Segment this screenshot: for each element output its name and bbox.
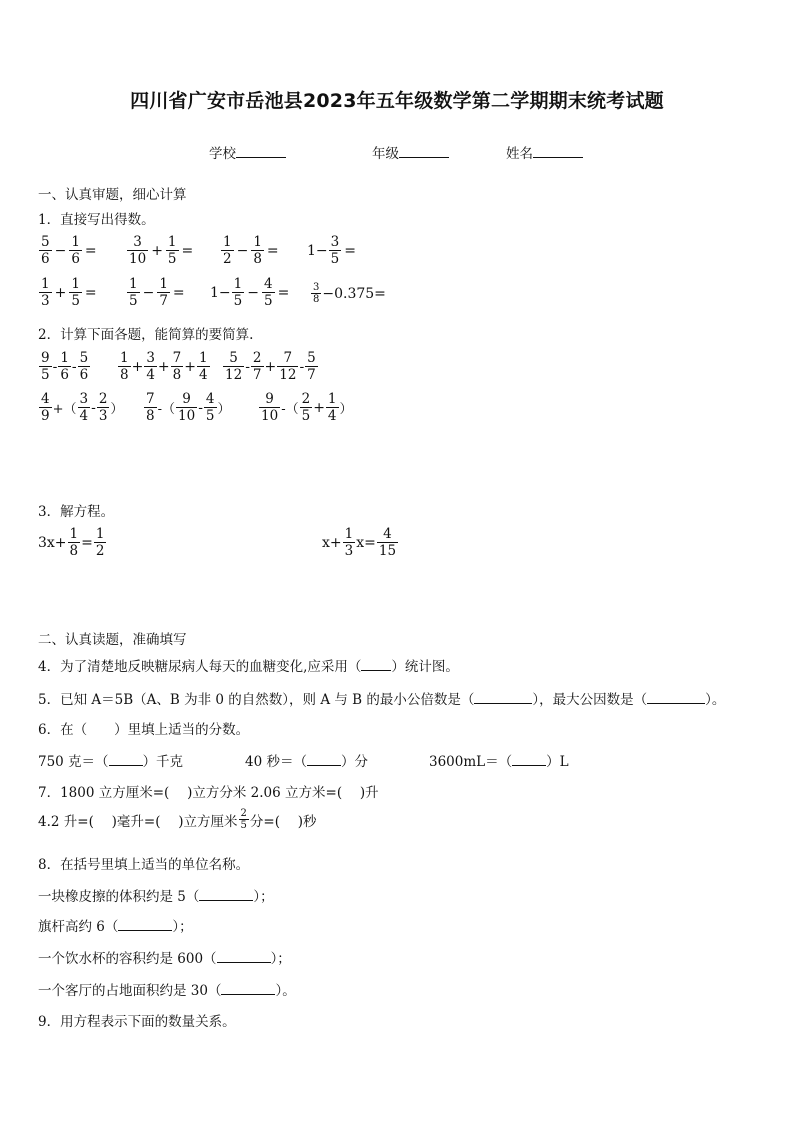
- math-token: x+: [322, 534, 342, 551]
- math-token: +: [151, 242, 163, 259]
- math-token: 40 秒＝（: [245, 754, 307, 770]
- math-token: 5．已知 A＝5B（A、B 为非 0 的自然数），则 A 与 B 的最小公倍数是（: [38, 692, 475, 708]
- math-token: 9: [182, 391, 191, 407]
- school-label: 学校: [209, 146, 236, 162]
- school-blank[interactable]: [236, 144, 286, 158]
- math-token: =: [172, 284, 185, 301]
- math-token: 9: [41, 350, 50, 366]
- math-token: 旗杆高约 6（: [38, 919, 119, 935]
- fraction: [239, 808, 249, 831]
- q5-blank-1[interactable]: [474, 690, 532, 704]
- q6-item-2: [245, 750, 368, 770]
- math-token: 8: [69, 543, 79, 559]
- fraction: [343, 526, 356, 559]
- fraction: [94, 526, 107, 559]
- fraction: [300, 391, 313, 424]
- math-token: 2: [223, 251, 232, 267]
- math-token: 4: [79, 408, 89, 424]
- math-token: =: [84, 242, 97, 259]
- math-token: -: [299, 358, 305, 375]
- fraction: [251, 234, 264, 267]
- math-token: −: [142, 284, 155, 301]
- math-token: 4: [198, 367, 208, 383]
- math-token: 4: [383, 526, 392, 542]
- math-token: 4: [41, 391, 50, 407]
- q6-item-1: [38, 750, 183, 770]
- math-token: 4．为了清楚地反映糖尿病人每天的血糖变化,应采用（: [38, 659, 362, 675]
- math-token: 一个饮水杯的容积约是 600（: [38, 951, 217, 967]
- q1-expr-7: [210, 276, 291, 309]
- math-token: 5: [240, 820, 247, 831]
- math-token: =: [266, 242, 279, 259]
- math-token: 6: [41, 251, 50, 267]
- math-token: 分=( )秒: [249, 813, 317, 830]
- math-token: 3x+: [38, 534, 67, 551]
- math-token: 7: [159, 293, 168, 309]
- q1-label: 1．直接写出得数。: [38, 212, 155, 228]
- math-token: ）；: [172, 919, 193, 935]
- q2-expr-1: [38, 350, 91, 383]
- math-token: -: [71, 358, 77, 375]
- math-token: 7: [283, 350, 293, 366]
- math-token: 1−: [307, 242, 328, 259]
- math-token: -（: [281, 402, 299, 417]
- math-token: 4: [146, 367, 155, 383]
- fraction: [221, 234, 234, 267]
- grade-blank[interactable]: [399, 144, 449, 158]
- math-token: =: [84, 284, 97, 301]
- math-token: -（: [157, 402, 175, 417]
- math-token: 3: [79, 391, 89, 407]
- math-token: 8: [172, 367, 182, 383]
- math-token: =: [277, 284, 290, 301]
- math-token: -: [245, 358, 250, 375]
- math-token: 1: [253, 234, 262, 250]
- math-token: +: [313, 399, 325, 416]
- math-token: +: [54, 284, 67, 301]
- math-token: ）: [339, 402, 353, 417]
- fraction: [259, 391, 280, 424]
- math-token: +: [264, 358, 277, 375]
- math-token: 5: [233, 293, 243, 309]
- fraction: [118, 350, 131, 383]
- math-token: −: [236, 242, 249, 259]
- math-token: 1: [223, 234, 232, 250]
- q1-expr-6: [126, 276, 187, 309]
- math-token: 5: [205, 408, 215, 424]
- math-token: 1: [344, 526, 354, 542]
- math-token: 5: [330, 251, 340, 267]
- math-token: 750 克＝（: [38, 754, 109, 770]
- q3-equation-2: [322, 526, 399, 559]
- math-token: 5: [71, 293, 80, 309]
- math-token: 7: [307, 367, 316, 383]
- math-token: ）。: [275, 983, 296, 999]
- math-token: +: [157, 358, 170, 375]
- math-token: 2: [95, 543, 105, 559]
- math-token: ）统计图。: [391, 659, 459, 675]
- math-token: 2: [98, 391, 108, 407]
- math-token: −: [247, 284, 259, 301]
- math-token: ）: [217, 402, 231, 417]
- fraction: [78, 391, 91, 424]
- q1-expr-5: [38, 276, 99, 309]
- q2-expr-6: [258, 391, 353, 424]
- fraction: [127, 234, 148, 267]
- math-token: 10: [178, 408, 196, 424]
- math-token: ）L: [546, 754, 569, 770]
- math-token: 8: [253, 251, 262, 267]
- math-token: =: [344, 242, 356, 259]
- q2-expr-5: [143, 391, 231, 424]
- fraction: [39, 391, 52, 424]
- q1-expr-8: [310, 282, 386, 305]
- q3-label: 3．解方程。: [38, 504, 115, 520]
- fraction: [144, 350, 157, 383]
- math-token: 一个客厅的占地面积约是 30（: [38, 983, 222, 999]
- math-token: 8: [146, 408, 155, 424]
- q5-line: [38, 688, 725, 708]
- math-token: 3: [146, 350, 155, 366]
- math-token: 7: [252, 367, 262, 383]
- fraction: [197, 350, 210, 383]
- math-token: ）；: [253, 889, 274, 905]
- math-token: 1: [120, 350, 129, 366]
- fraction: [39, 276, 52, 309]
- math-token: 4: [327, 408, 337, 424]
- math-token: 9: [41, 408, 50, 424]
- math-token: -: [52, 358, 58, 375]
- math-token: 9: [265, 391, 274, 407]
- section-2-heading: 二、认真读题，准确填写: [38, 632, 187, 648]
- fraction: [377, 526, 398, 559]
- q7-line-1: 7．1800 立方厘米=( )立方分米 2.06 立方米=( )升: [38, 785, 379, 801]
- math-token: −0.375=: [322, 285, 386, 302]
- q6-blank-2[interactable]: [307, 752, 341, 766]
- q2-label: 2．计算下面各题，能简算的要简算.: [38, 327, 254, 343]
- q3-equation-1: [38, 526, 107, 559]
- fraction: [232, 276, 245, 309]
- math-token: 5: [263, 293, 273, 309]
- name-label: 姓名: [506, 146, 533, 162]
- math-token: =: [81, 534, 93, 551]
- fraction: [262, 276, 275, 309]
- math-token: 1−: [210, 284, 231, 301]
- q4-blank[interactable]: [361, 657, 391, 671]
- math-token: 8: [313, 294, 320, 305]
- math-token: 一块橡皮擦的体积约是 5（: [38, 889, 200, 905]
- q1-expr-3: [220, 234, 281, 267]
- q4-line: [38, 655, 459, 675]
- fraction: [69, 234, 82, 267]
- math-token: 15: [378, 543, 397, 559]
- math-token: 4: [263, 276, 273, 292]
- math-token: 3: [330, 234, 340, 250]
- math-token: 10: [129, 251, 147, 267]
- math-token: 3: [133, 234, 142, 250]
- math-token: 1: [41, 276, 50, 292]
- math-token: 5: [229, 350, 238, 366]
- math-token: ）；: [270, 951, 291, 967]
- fraction: [69, 276, 82, 309]
- fraction: [97, 391, 110, 424]
- q8-item-3: [38, 947, 291, 967]
- math-token: ）: [110, 402, 124, 417]
- math-token: -: [198, 399, 203, 416]
- fraction: [277, 350, 298, 383]
- math-token: 12: [279, 367, 297, 383]
- math-token: 1: [159, 276, 168, 292]
- grade-field: [372, 142, 449, 162]
- math-token: x=: [356, 534, 376, 551]
- fraction: [176, 391, 197, 424]
- math-token: +（: [52, 402, 77, 417]
- q8-blank-1[interactable]: [199, 887, 253, 901]
- math-token: 3: [41, 293, 50, 309]
- q8-blank-4[interactable]: [221, 981, 275, 995]
- math-token: 1: [327, 391, 337, 407]
- math-token: 3: [313, 282, 320, 293]
- fraction: [311, 282, 321, 305]
- page-title: 四川省广安市岳池县2023年五年级数学第二学期期末统考试题: [130, 90, 664, 112]
- math-token: 1: [69, 526, 79, 542]
- math-token: 1: [60, 350, 69, 366]
- fraction: [326, 391, 339, 424]
- math-token: +: [131, 358, 144, 375]
- math-token: =: [181, 242, 194, 259]
- q6-blank-3[interactable]: [512, 752, 546, 766]
- q6-label: 6．在（ ）里填上适当的分数。: [38, 722, 250, 738]
- math-token: 5: [301, 408, 311, 424]
- fraction: [39, 350, 52, 383]
- math-token: +: [184, 358, 196, 375]
- fraction: [39, 234, 52, 267]
- school-field: [209, 142, 286, 162]
- math-token: 2: [252, 350, 262, 366]
- name-blank[interactable]: [533, 144, 583, 158]
- math-token: 5: [41, 234, 50, 250]
- q2-expr-3: [222, 350, 319, 383]
- math-token: 3: [344, 543, 354, 559]
- q6-blank-1[interactable]: [109, 752, 143, 766]
- math-token: 6: [79, 367, 89, 383]
- math-token: ），最大公因数是（: [532, 692, 648, 708]
- q8-item-2: [38, 915, 193, 935]
- math-token: 8: [120, 367, 129, 383]
- math-token: 1: [129, 276, 138, 292]
- grade-label: 年级: [372, 146, 399, 162]
- fraction: [144, 391, 157, 424]
- fraction: [251, 350, 264, 383]
- math-token: 10: [261, 408, 279, 424]
- math-token: 6: [71, 251, 80, 267]
- q9-label: 9．用方程表示下面的数量关系。: [38, 1014, 236, 1030]
- math-token: 6: [60, 367, 69, 383]
- fraction: [58, 350, 71, 383]
- math-token: 1: [167, 234, 177, 250]
- q7-line-2: [38, 808, 317, 831]
- q1-expr-2: [126, 234, 195, 267]
- fraction: [204, 391, 217, 424]
- fraction: [68, 526, 81, 559]
- fraction: [223, 350, 244, 383]
- fraction: [166, 234, 179, 267]
- q5-blank-2[interactable]: [647, 690, 705, 704]
- math-token: 5: [129, 293, 138, 309]
- fraction: [329, 234, 342, 267]
- math-token: 1: [71, 276, 80, 292]
- math-token: 5: [79, 350, 89, 366]
- math-token: 7: [146, 391, 155, 407]
- q8-blank-3[interactable]: [217, 949, 271, 963]
- math-token: 4.2 升=( )毫升=( )立方厘米: [38, 813, 238, 830]
- math-token: 7: [172, 350, 182, 366]
- math-token: 5: [167, 251, 177, 267]
- q8-label: 8．在括号里填上适当的单位名称。: [38, 857, 250, 873]
- math-token: 1: [233, 276, 243, 292]
- fraction: [127, 276, 140, 309]
- math-token: 3600mL＝（: [429, 754, 513, 770]
- q1-expr-1: [38, 234, 99, 267]
- math-token: 12: [225, 367, 243, 383]
- fraction: [305, 350, 318, 383]
- math-token: 1: [71, 234, 80, 250]
- math-token: 2: [240, 808, 247, 819]
- q6-item-3: [429, 750, 569, 770]
- q8-blank-2[interactable]: [118, 917, 172, 931]
- name-field: [506, 142, 583, 162]
- fraction: [171, 350, 184, 383]
- q2-expr-4: [38, 391, 123, 424]
- section-1-heading: 一、认真审题，细心计算: [38, 187, 187, 203]
- math-token: 1: [198, 350, 208, 366]
- q8-item-4: [38, 979, 296, 999]
- math-token: −: [54, 242, 67, 259]
- q2-expr-2: [117, 350, 211, 383]
- math-token: ）。: [705, 692, 726, 708]
- math-token: 1: [95, 526, 105, 542]
- q8-item-1: [38, 885, 274, 905]
- fraction: [78, 350, 91, 383]
- math-token: 3: [98, 408, 108, 424]
- math-token: 4: [205, 391, 215, 407]
- math-token: ）千克: [142, 754, 184, 770]
- math-token: 5: [41, 367, 50, 383]
- math-token: -: [91, 399, 96, 416]
- math-token: ）分: [340, 754, 368, 770]
- q1-expr-4: [307, 234, 358, 267]
- math-token: 5: [307, 350, 316, 366]
- math-token: 2: [301, 391, 311, 407]
- fraction: [157, 276, 170, 309]
